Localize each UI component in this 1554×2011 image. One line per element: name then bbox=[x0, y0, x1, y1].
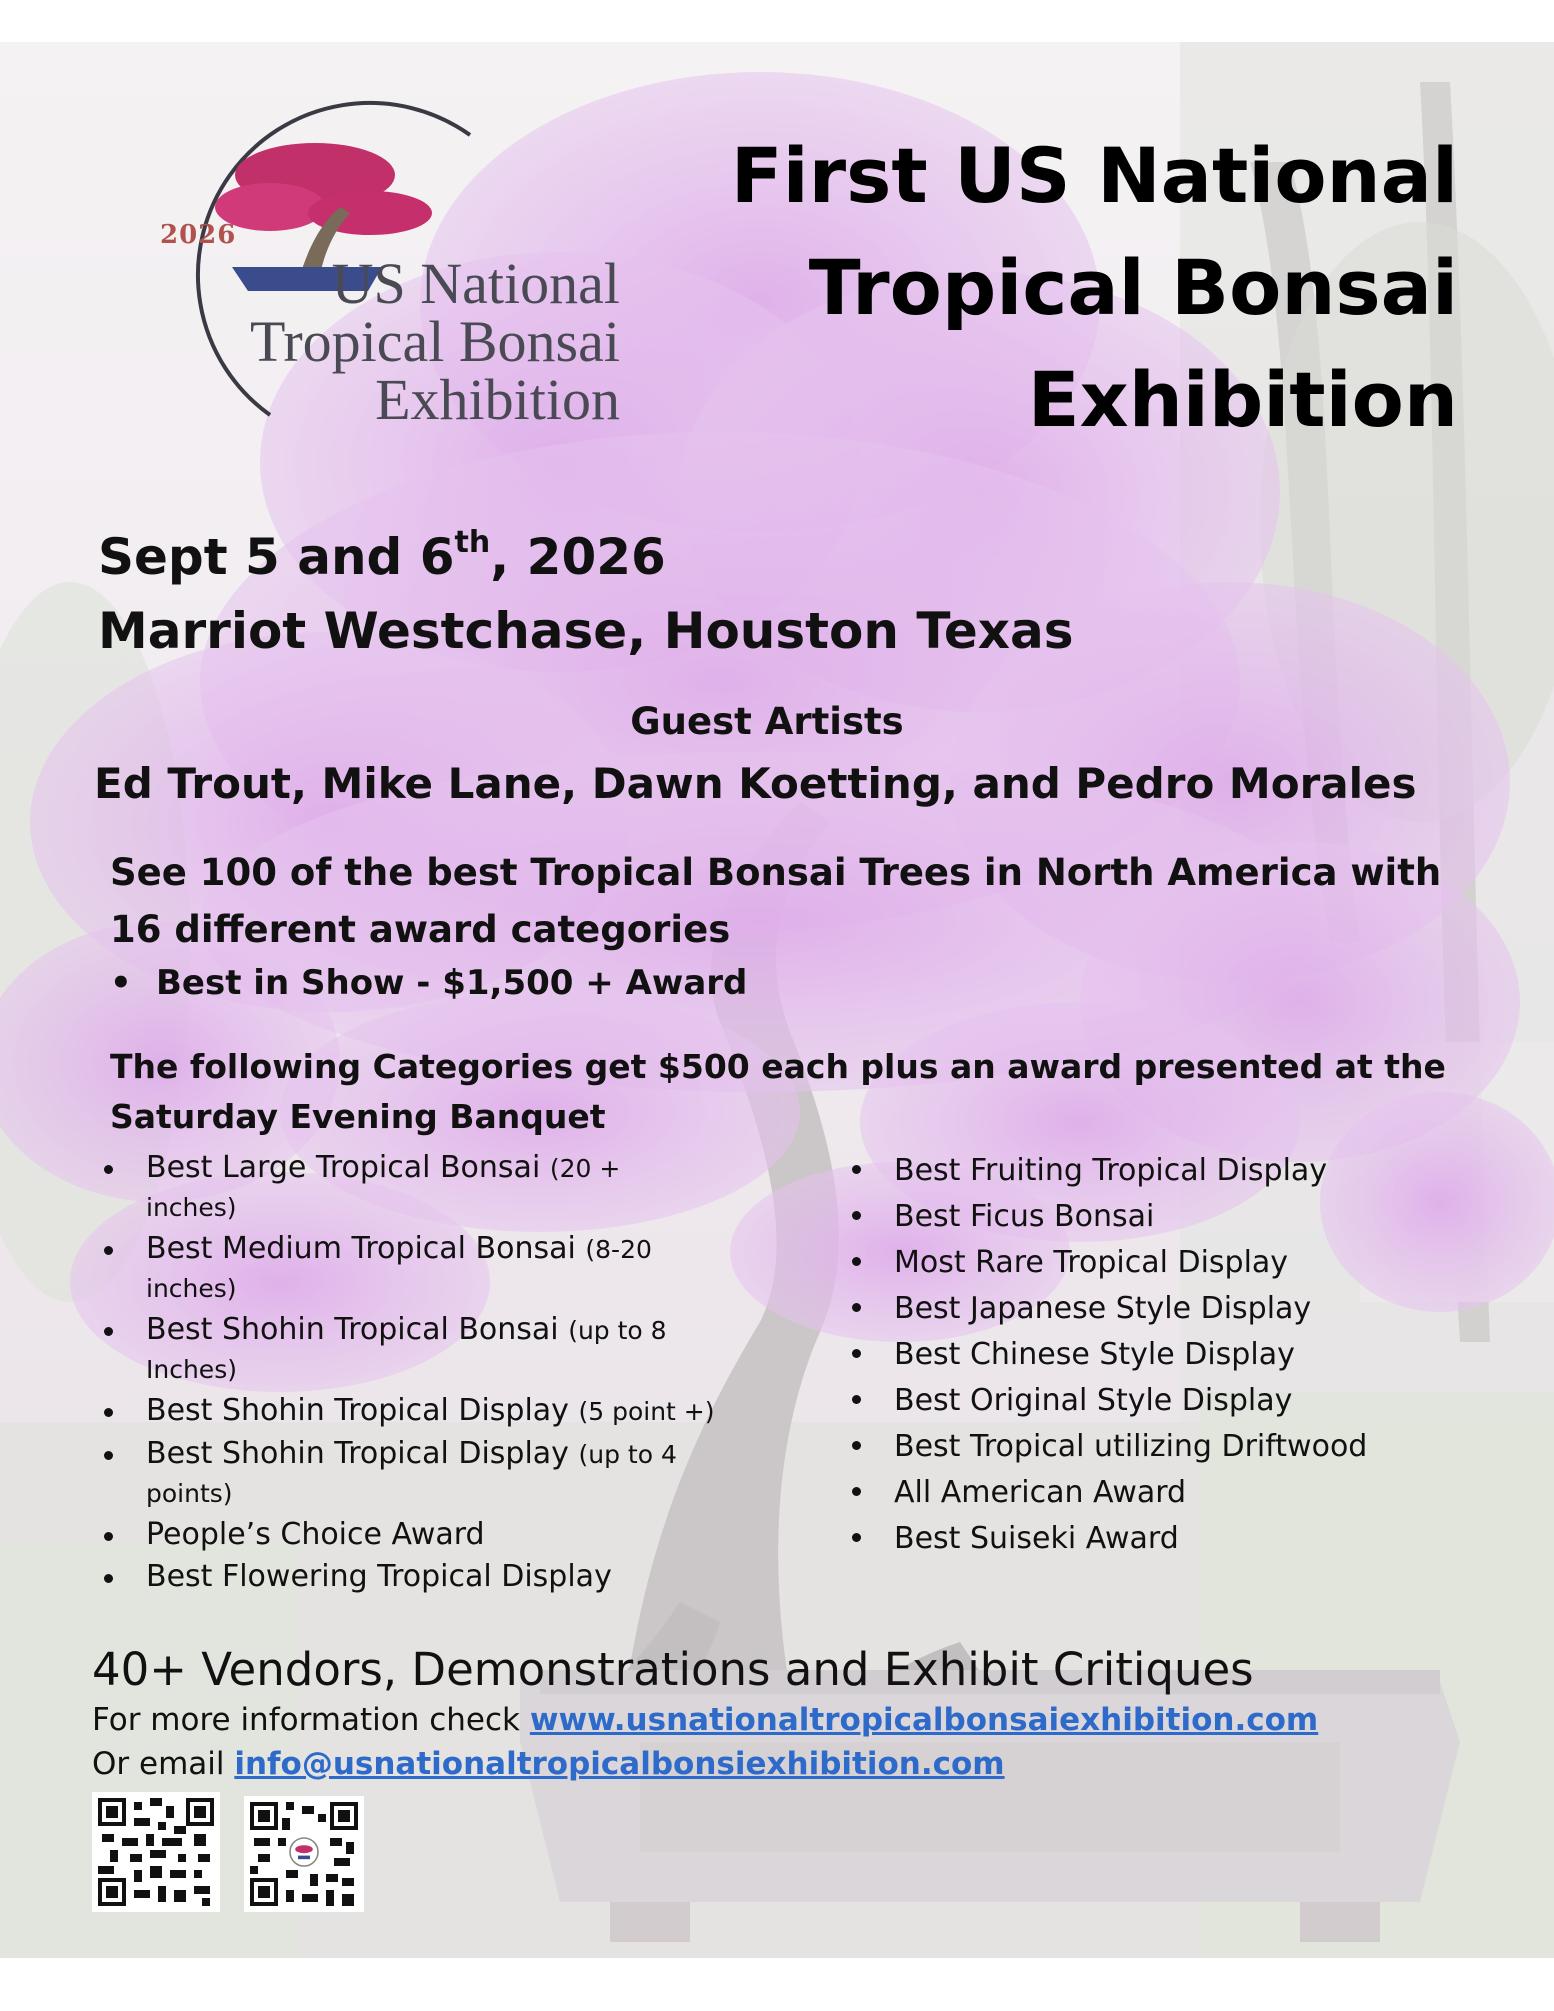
list-item bbox=[100, 1148, 715, 1227]
list-item: Best Japanese Style Display bbox=[848, 1286, 1367, 1332]
qr-code-website[interactable] bbox=[92, 1792, 220, 1912]
category-note: (5 point +) bbox=[578, 1397, 715, 1426]
best-in-show-item bbox=[110, 958, 747, 1008]
website-prefix: For more information check bbox=[92, 1702, 530, 1738]
category-label: Best Medium Tropical Bonsai bbox=[146, 1231, 576, 1266]
highlight-text bbox=[110, 844, 1490, 958]
category-note: (up to 4 bbox=[578, 1440, 677, 1469]
category-note-cont: inches) bbox=[146, 1193, 237, 1222]
categories-intro-line1: The following Categories get $500 each plus an award presented at the bbox=[110, 1047, 1446, 1086]
highlight-line1: See 100 of the best Tropical Bonsai Trees in North America with bbox=[110, 851, 1442, 894]
category-note: (up to 8 bbox=[568, 1316, 667, 1345]
list-item: Best Tropical utilizing Driftwood bbox=[848, 1424, 1367, 1470]
category-label: Best Shohin Tropical Bonsai bbox=[146, 1312, 559, 1347]
category-note-cont: Inches) bbox=[146, 1355, 237, 1384]
list-item: Best Chinese Style Display bbox=[848, 1332, 1367, 1378]
list-item: Best Suiseki Award bbox=[848, 1516, 1367, 1562]
categories-intro-line2: Saturday Evening Banquet bbox=[110, 1097, 606, 1136]
qr-code-email[interactable] bbox=[244, 1796, 364, 1912]
list-item bbox=[100, 1557, 715, 1597]
best-in-show-label: Best in Show - $1,500 + Award bbox=[156, 963, 748, 1003]
logo-text-line1: US National bbox=[331, 251, 620, 316]
list-item bbox=[100, 1515, 715, 1555]
category-note: (20 + bbox=[549, 1154, 621, 1183]
category-label: Best Shohin Tropical Display bbox=[146, 1393, 569, 1428]
highlight-line2: 16 different award categories bbox=[110, 908, 731, 951]
event-venue: Marriot Westchase, Houston Texas bbox=[98, 602, 1074, 660]
email-link[interactable]: info@usnationaltropicalbonsiexhibition.com bbox=[234, 1746, 1005, 1782]
bullet-icon: • bbox=[110, 963, 132, 1003]
list-item bbox=[100, 1434, 715, 1513]
website-link[interactable]: www.usnationaltropicalbonsaiexhibition.com bbox=[529, 1702, 1319, 1738]
qr-code-icon bbox=[250, 1802, 358, 1906]
category-note: (8-20 bbox=[585, 1235, 652, 1264]
category-label: Best Large Tropical Bonsai bbox=[146, 1150, 541, 1185]
list-item: Best Fruiting Tropical Display bbox=[848, 1148, 1367, 1194]
list-item: Best Original Style Display bbox=[848, 1378, 1367, 1424]
category-label: People’s Choice Award bbox=[146, 1517, 485, 1552]
category-label: Best Shohin Tropical Display bbox=[146, 1436, 569, 1471]
title-line2: Tropical Bonsai bbox=[808, 243, 1458, 332]
guest-artists-names: Ed Trout, Mike Lane, Dawn Koetting, and Pedro Morales bbox=[94, 759, 1417, 808]
categories-right-list bbox=[848, 1148, 1367, 1562]
list-item bbox=[100, 1310, 715, 1389]
list-item bbox=[100, 1391, 715, 1432]
categories-left-list bbox=[100, 1148, 715, 1599]
guest-artists-heading: Guest Artists bbox=[630, 700, 904, 743]
category-note-cont: inches) bbox=[146, 1274, 237, 1303]
list-item: All American Award bbox=[848, 1470, 1367, 1516]
date-prefix: Sept 5 and 6 bbox=[98, 528, 455, 586]
title-line1: First US National bbox=[730, 131, 1458, 220]
category-label: Best Flowering Tropical Display bbox=[146, 1559, 612, 1594]
qr-code-icon bbox=[98, 1798, 214, 1906]
event-date bbox=[98, 522, 666, 592]
website-line bbox=[92, 1698, 1318, 1742]
date-year: , 2026 bbox=[490, 528, 666, 586]
email-prefix: Or email bbox=[92, 1746, 235, 1782]
logo-text-line3: Exhibition bbox=[375, 367, 620, 432]
title-line3: Exhibition bbox=[1027, 355, 1458, 444]
list-item bbox=[100, 1229, 715, 1308]
page-title bbox=[731, 120, 1458, 456]
list-item: Most Rare Tropical Display bbox=[848, 1240, 1367, 1286]
exhibition-logo bbox=[140, 95, 620, 432]
categories-intro bbox=[110, 1042, 1446, 1142]
logo-year: 2026 bbox=[160, 220, 237, 250]
list-item: Best Ficus Bonsai bbox=[848, 1194, 1367, 1240]
date-ordinal: th bbox=[454, 525, 491, 560]
email-line bbox=[92, 1742, 1005, 1786]
vendors-line: 40+ Vendors, Demonstrations and Exhibit Critiques bbox=[92, 1643, 1254, 1696]
category-note-cont: points) bbox=[146, 1479, 233, 1508]
logo-text-line2: Tropical Bonsai bbox=[249, 309, 620, 374]
